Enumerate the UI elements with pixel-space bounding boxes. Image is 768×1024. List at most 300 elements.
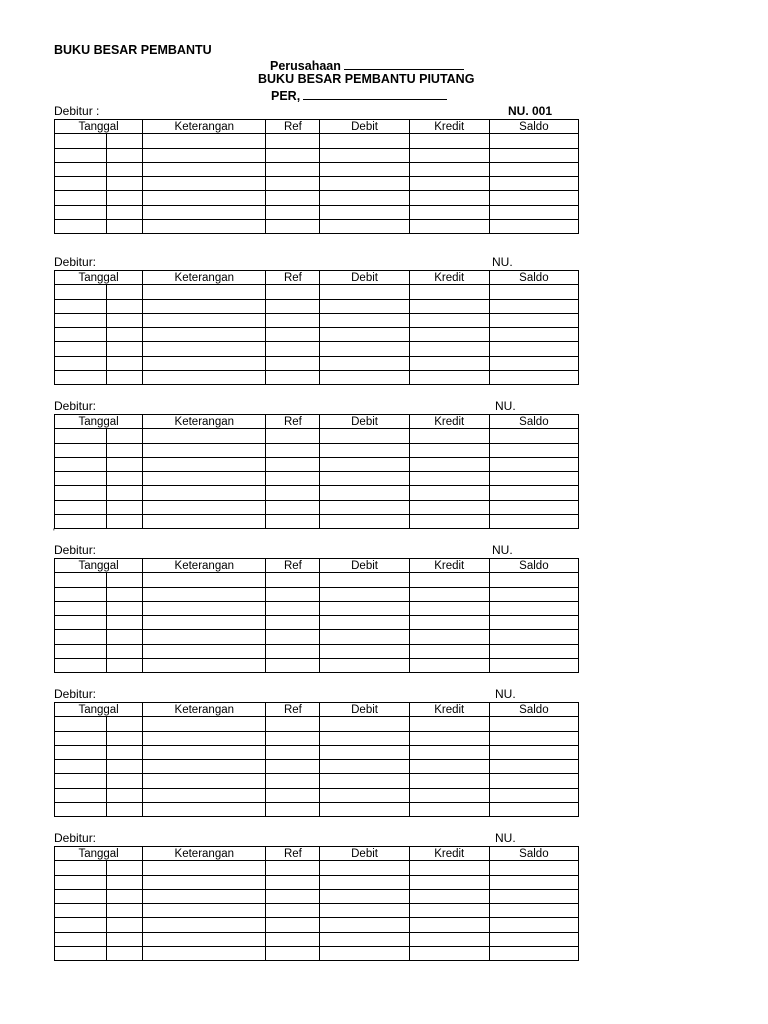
- table-cell: [320, 457, 409, 471]
- column-header-ref: Ref: [266, 703, 320, 717]
- table-cell: [55, 587, 107, 601]
- column-header-tanggal: Tanggal: [55, 120, 143, 134]
- table-cell: [266, 472, 320, 486]
- table-cell: [489, 148, 578, 162]
- table-cell: [409, 760, 489, 774]
- column-header-debit: Debit: [320, 559, 409, 573]
- table-row: [55, 148, 579, 162]
- table-row: [55, 328, 579, 342]
- table-cell: [489, 429, 578, 443]
- ledger-header-line: [54, 399, 580, 414]
- table-row: [55, 630, 579, 644]
- table-cell: [320, 356, 409, 370]
- table-cell: [409, 861, 489, 875]
- table-cell: [266, 745, 320, 759]
- table-cell: [55, 601, 107, 615]
- table-cell: [266, 356, 320, 370]
- column-header-saldo: Saldo: [489, 415, 578, 429]
- ledger-table: [54, 414, 579, 529]
- table-row: [55, 285, 579, 299]
- ledger-block: [54, 255, 580, 385]
- table-cell: [55, 947, 107, 961]
- table-cell: [489, 774, 578, 788]
- table-cell: [143, 220, 266, 234]
- table-cell: [320, 587, 409, 601]
- table-cell: [55, 328, 107, 342]
- table-cell: [143, 457, 266, 471]
- table-row: [55, 788, 579, 802]
- column-header-debit: Debit: [320, 415, 409, 429]
- table-cell: [489, 918, 578, 932]
- table-cell: [107, 134, 143, 148]
- company-line: [270, 58, 464, 73]
- table-cell: [409, 500, 489, 514]
- table-cell: [266, 601, 320, 615]
- table-cell: [143, 328, 266, 342]
- table-cell: [489, 205, 578, 219]
- table-cell: [266, 947, 320, 961]
- table-cell: [489, 932, 578, 946]
- table-row: [55, 342, 579, 356]
- table-cell: [107, 313, 143, 327]
- table-cell: [320, 745, 409, 759]
- table-cell: [143, 342, 266, 356]
- table-cell: [266, 889, 320, 903]
- table-cell: [55, 630, 107, 644]
- table-cell: [489, 472, 578, 486]
- table-cell: [107, 285, 143, 299]
- table-cell: [320, 760, 409, 774]
- column-header-ref: Ref: [266, 415, 320, 429]
- table-cell: [107, 443, 143, 457]
- table-cell: [409, 220, 489, 234]
- table-cell: [107, 356, 143, 370]
- ledger-header-row: [55, 271, 579, 285]
- ledger-header-row: [55, 703, 579, 717]
- table-cell: [107, 500, 143, 514]
- table-cell: [320, 443, 409, 457]
- table-cell: [266, 760, 320, 774]
- table-cell: [489, 515, 578, 529]
- period-label: PER,: [271, 89, 301, 103]
- company-blank: [344, 58, 464, 70]
- table-cell: [55, 861, 107, 875]
- table-cell: [143, 947, 266, 961]
- table-cell: [489, 717, 578, 731]
- table-row: [55, 932, 579, 946]
- table-cell: [320, 472, 409, 486]
- table-cell: [266, 285, 320, 299]
- debitur-label: Debitur:: [54, 687, 97, 701]
- table-cell: [107, 205, 143, 219]
- column-header-keterangan: Keterangan: [143, 120, 266, 134]
- table-row: [55, 429, 579, 443]
- table-cell: [320, 429, 409, 443]
- table-cell: [266, 875, 320, 889]
- column-header-keterangan: Keterangan: [143, 703, 266, 717]
- table-cell: [409, 774, 489, 788]
- table-cell: [489, 904, 578, 918]
- table-row: [55, 947, 579, 961]
- ledger-header-line: [54, 687, 580, 702]
- column-header-kredit: Kredit: [409, 120, 489, 134]
- table-cell: [107, 875, 143, 889]
- period-line: [271, 88, 447, 103]
- ledger-header-line: [54, 543, 580, 558]
- ledger-header-row: [55, 847, 579, 861]
- table-cell: [107, 932, 143, 946]
- table-cell: [143, 644, 266, 658]
- ledger-header-line: [54, 255, 580, 270]
- table-cell: [320, 486, 409, 500]
- document-title: BUKU BESAR PEMBANTU: [54, 43, 212, 57]
- column-header-kredit: Kredit: [409, 703, 489, 717]
- table-cell: [489, 285, 578, 299]
- table-cell: [107, 486, 143, 500]
- account-number-label: NU.: [492, 255, 513, 269]
- table-cell: [107, 731, 143, 745]
- table-cell: [489, 644, 578, 658]
- table-cell: [143, 356, 266, 370]
- ledger-table: [54, 846, 579, 961]
- table-cell: [107, 889, 143, 903]
- table-cell: [55, 299, 107, 313]
- table-row: [55, 162, 579, 176]
- column-header-tanggal: Tanggal: [55, 703, 143, 717]
- table-cell: [55, 134, 107, 148]
- table-cell: [107, 644, 143, 658]
- table-cell: [143, 889, 266, 903]
- table-cell: [409, 342, 489, 356]
- table-cell: [107, 191, 143, 205]
- table-cell: [143, 601, 266, 615]
- table-cell: [143, 515, 266, 529]
- table-cell: [143, 918, 266, 932]
- table-cell: [320, 875, 409, 889]
- table-cell: [489, 573, 578, 587]
- column-header-keterangan: Keterangan: [143, 847, 266, 861]
- table-cell: [320, 904, 409, 918]
- company-label: Perusahaan: [270, 59, 341, 73]
- table-cell: [320, 148, 409, 162]
- table-cell: [320, 659, 409, 673]
- column-header-saldo: Saldo: [489, 120, 578, 134]
- table-cell: [266, 342, 320, 356]
- table-row: [55, 717, 579, 731]
- table-cell: [55, 177, 107, 191]
- table-cell: [409, 616, 489, 630]
- table-cell: [55, 803, 107, 817]
- table-cell: [143, 134, 266, 148]
- table-cell: [143, 500, 266, 514]
- ledger-table: [54, 702, 579, 817]
- table-row: [55, 904, 579, 918]
- table-cell: [409, 932, 489, 946]
- table-cell: [409, 328, 489, 342]
- table-cell: [266, 932, 320, 946]
- table-cell: [320, 717, 409, 731]
- table-cell: [143, 191, 266, 205]
- table-cell: [143, 630, 266, 644]
- table-cell: [320, 134, 409, 148]
- table-cell: [55, 313, 107, 327]
- table-cell: [266, 371, 320, 385]
- table-row: [55, 803, 579, 817]
- column-header-kredit: Kredit: [409, 559, 489, 573]
- table-cell: [409, 285, 489, 299]
- table-cell: [320, 191, 409, 205]
- table-cell: [107, 717, 143, 731]
- table-cell: [409, 659, 489, 673]
- table-cell: [409, 947, 489, 961]
- table-cell: [409, 148, 489, 162]
- table-row: [55, 731, 579, 745]
- table-cell: [107, 760, 143, 774]
- table-cell: [489, 731, 578, 745]
- table-cell: [55, 745, 107, 759]
- table-cell: [143, 875, 266, 889]
- account-number-label: NU.: [495, 399, 516, 413]
- table-cell: [55, 875, 107, 889]
- table-cell: [320, 630, 409, 644]
- table-cell: [143, 313, 266, 327]
- table-cell: [489, 760, 578, 774]
- table-cell: [266, 486, 320, 500]
- table-cell: [489, 587, 578, 601]
- table-cell: [266, 616, 320, 630]
- table-cell: [409, 443, 489, 457]
- table-cell: [489, 630, 578, 644]
- table-cell: [409, 587, 489, 601]
- table-cell: [409, 644, 489, 658]
- ledger-block: [54, 831, 580, 961]
- table-cell: [107, 904, 143, 918]
- ledger-table: [54, 558, 579, 673]
- table-cell: [489, 616, 578, 630]
- table-cell: [55, 205, 107, 219]
- table-cell: [489, 342, 578, 356]
- table-cell: [320, 342, 409, 356]
- table-cell: [320, 774, 409, 788]
- table-cell: [143, 177, 266, 191]
- table-cell: [409, 205, 489, 219]
- table-cell: [55, 472, 107, 486]
- table-cell: [320, 918, 409, 932]
- table-cell: [55, 162, 107, 176]
- table-cell: [266, 429, 320, 443]
- table-cell: [107, 745, 143, 759]
- table-cell: [107, 601, 143, 615]
- column-header-tanggal: Tanggal: [55, 415, 143, 429]
- table-cell: [409, 717, 489, 731]
- column-header-tanggal: Tanggal: [55, 271, 143, 285]
- table-cell: [320, 371, 409, 385]
- table-cell: [320, 731, 409, 745]
- table-cell: [320, 616, 409, 630]
- table-cell: [409, 918, 489, 932]
- table-row: [55, 760, 579, 774]
- table-row: [55, 220, 579, 234]
- table-cell: [320, 788, 409, 802]
- table-cell: [107, 947, 143, 961]
- table-cell: [320, 162, 409, 176]
- table-cell: [143, 285, 266, 299]
- table-cell: [489, 162, 578, 176]
- column-header-debit: Debit: [320, 120, 409, 134]
- table-cell: [409, 472, 489, 486]
- table-cell: [409, 515, 489, 529]
- table-cell: [107, 220, 143, 234]
- table-cell: [143, 429, 266, 443]
- table-cell: [55, 220, 107, 234]
- table-cell: [320, 500, 409, 514]
- table-cell: [320, 177, 409, 191]
- table-cell: [107, 918, 143, 932]
- ledger-header-row: [55, 415, 579, 429]
- ledger-header-line: [54, 104, 580, 119]
- table-row: [55, 472, 579, 486]
- table-cell: [489, 486, 578, 500]
- table-cell: [55, 659, 107, 673]
- ledger-title: BUKU BESAR PEMBANTU PIUTANG: [258, 72, 475, 86]
- column-header-debit: Debit: [320, 847, 409, 861]
- table-cell: [489, 861, 578, 875]
- column-header-debit: Debit: [320, 703, 409, 717]
- table-cell: [320, 932, 409, 946]
- table-cell: [107, 472, 143, 486]
- ledger-table: [54, 270, 579, 385]
- table-cell: [266, 918, 320, 932]
- table-row: [55, 515, 579, 529]
- table-row: [55, 191, 579, 205]
- table-cell: [489, 220, 578, 234]
- table-cell: [143, 162, 266, 176]
- table-row: [55, 299, 579, 313]
- table-cell: [266, 328, 320, 342]
- table-row: [55, 573, 579, 587]
- debitur-label: Debitur:: [54, 831, 97, 845]
- table-cell: [489, 299, 578, 313]
- account-number-label: NU. 001: [508, 104, 553, 118]
- table-row: [55, 601, 579, 615]
- table-cell: [320, 299, 409, 313]
- table-cell: [143, 472, 266, 486]
- table-cell: [55, 788, 107, 802]
- table-cell: [489, 788, 578, 802]
- column-header-saldo: Saldo: [489, 703, 578, 717]
- table-row: [55, 500, 579, 514]
- table-cell: [266, 177, 320, 191]
- table-cell: [107, 587, 143, 601]
- table-cell: [143, 371, 266, 385]
- ledger-header-row: [55, 559, 579, 573]
- table-cell: [143, 717, 266, 731]
- table-cell: [409, 486, 489, 500]
- table-cell: [266, 573, 320, 587]
- table-row: [55, 918, 579, 932]
- column-header-ref: Ref: [266, 559, 320, 573]
- table-cell: [409, 191, 489, 205]
- table-row: [55, 616, 579, 630]
- table-cell: [266, 148, 320, 162]
- table-cell: [55, 760, 107, 774]
- table-cell: [266, 500, 320, 514]
- table-cell: [489, 371, 578, 385]
- table-cell: [489, 177, 578, 191]
- table-cell: [107, 861, 143, 875]
- table-cell: [320, 861, 409, 875]
- table-cell: [143, 443, 266, 457]
- table-row: [55, 889, 579, 903]
- table-cell: [489, 875, 578, 889]
- table-cell: [489, 457, 578, 471]
- table-cell: [143, 205, 266, 219]
- column-header-saldo: Saldo: [489, 559, 578, 573]
- table-cell: [55, 918, 107, 932]
- debitur-label: Debitur:: [54, 255, 97, 269]
- table-cell: [55, 342, 107, 356]
- table-cell: [55, 148, 107, 162]
- table-cell: [143, 299, 266, 313]
- table-cell: [107, 803, 143, 817]
- column-header-kredit: Kredit: [409, 415, 489, 429]
- column-header-keterangan: Keterangan: [143, 271, 266, 285]
- table-cell: [55, 486, 107, 500]
- table-cell: [320, 285, 409, 299]
- table-cell: [320, 328, 409, 342]
- table-cell: [107, 573, 143, 587]
- table-cell: [489, 803, 578, 817]
- table-row: [55, 486, 579, 500]
- table-cell: [107, 148, 143, 162]
- table-cell: [320, 515, 409, 529]
- debitur-label: Debitur:: [54, 543, 97, 557]
- table-cell: [409, 356, 489, 370]
- table-cell: [266, 788, 320, 802]
- account-number-label: NU.: [495, 687, 516, 701]
- table-cell: [320, 889, 409, 903]
- table-cell: [143, 148, 266, 162]
- table-cell: [143, 904, 266, 918]
- stray-mark: ': [53, 527, 55, 537]
- table-cell: [107, 177, 143, 191]
- table-cell: [409, 573, 489, 587]
- table-cell: [409, 299, 489, 313]
- table-cell: [409, 457, 489, 471]
- table-cell: [55, 731, 107, 745]
- table-cell: [107, 328, 143, 342]
- table-cell: [320, 220, 409, 234]
- table-cell: [489, 889, 578, 903]
- table-cell: [55, 429, 107, 443]
- table-cell: [489, 947, 578, 961]
- table-cell: [266, 861, 320, 875]
- ledger-block: [54, 104, 580, 234]
- table-cell: [266, 803, 320, 817]
- table-cell: [409, 162, 489, 176]
- table-row: [55, 443, 579, 457]
- table-row: [55, 205, 579, 219]
- table-cell: [55, 443, 107, 457]
- table-cell: [320, 573, 409, 587]
- table-cell: [266, 162, 320, 176]
- table-cell: [320, 947, 409, 961]
- debitur-label: Debitur :: [54, 104, 100, 118]
- table-cell: [409, 313, 489, 327]
- column-header-tanggal: Tanggal: [55, 847, 143, 861]
- table-row: [55, 587, 579, 601]
- table-cell: [143, 774, 266, 788]
